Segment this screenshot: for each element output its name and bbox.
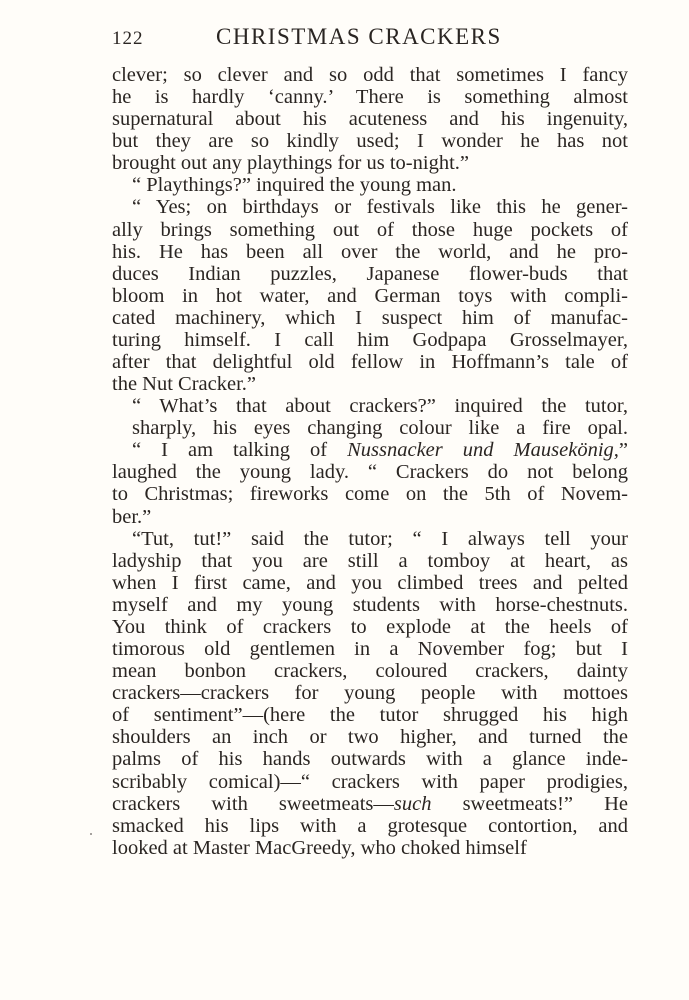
text-segment: looked at Master MacGreedy, who choked himself (112, 836, 527, 859)
body-text (112, 64, 628, 859)
text-line (112, 196, 628, 218)
text-segment: sharply, his eyes changing colour like a fire opal. (132, 417, 628, 440)
text-line (112, 506, 628, 528)
text-line (112, 638, 628, 660)
text-segment: You think of crackers to explode at the heels of (112, 615, 628, 638)
text-line (112, 373, 628, 395)
text-line (112, 815, 628, 837)
text-segment: “ Yes; on birthdays or festivals like this he gener- (132, 196, 628, 219)
text-line (112, 572, 628, 594)
text-line (112, 130, 628, 152)
text-segment: laughed the young lady. “ Crackers do not belong (112, 461, 628, 484)
page-number: 122 (112, 28, 144, 49)
text-line (112, 837, 628, 859)
text-segment: smacked his lips with a grotesque contortion, and (112, 814, 628, 837)
text-segment: “Tut, tut!” said the tutor; “ I always tell your (132, 527, 628, 550)
text-line (112, 219, 628, 241)
text-segment: mean bonbon crackers, coloured crackers, dainty (112, 660, 628, 683)
text-segment: but they are so kindly used; I wonder he has not (112, 130, 628, 153)
text-line (112, 241, 628, 263)
page-header (112, 24, 628, 54)
text-segment: he is hardly ‘canny.’ There is something almost (112, 86, 628, 109)
text-segment: crackers—crackers for young people with mottoes (112, 682, 628, 705)
paper-speck (90, 833, 92, 835)
text-line (112, 771, 628, 793)
text-segment: when I first came, and you climbed trees and pelted (112, 571, 628, 594)
text-line (112, 793, 628, 815)
text-segment: “ I am talking of (132, 439, 348, 462)
text-line (112, 660, 628, 682)
text-line (112, 285, 628, 307)
text-segment: to Christmas; fireworks come on the 5th of Novem- (112, 483, 628, 506)
text-line (112, 152, 628, 174)
text-segment: turing himself. I call him Godpapa Grosselmayer, (112, 328, 628, 351)
text-segment: palms of his hands outwards with a glance inde- (112, 748, 628, 771)
text-segment: ladyship that you are still a tomboy at heart, as (112, 549, 628, 572)
text-line (112, 594, 628, 616)
text-line (112, 704, 628, 726)
text-segment: myself and my young students with horse-chestnuts. (112, 593, 628, 616)
text-line (112, 439, 628, 461)
text-line (112, 550, 628, 572)
text-segment: after that delightful old fellow in Hoffmann’s tale of (112, 351, 628, 374)
text-line (112, 86, 628, 108)
text-line (112, 64, 628, 86)
text-segment: crackers with sweetmeats— (112, 792, 394, 815)
text-segment: the Nut Cracker.” (112, 373, 257, 396)
text-segment: ally brings something out of those huge pockets of (112, 218, 628, 241)
text-segment: brought out any playthings for us to-night.” (112, 152, 469, 175)
text-line (112, 174, 628, 196)
text-segment: shoulders an inch or two higher, and turned the (112, 726, 628, 749)
text-line (112, 329, 628, 351)
text-segment: ber.” (112, 505, 152, 528)
text-segment: duces Indian puzzles, Japanese flower-buds that (112, 262, 628, 285)
text-line (112, 483, 628, 505)
text-line (112, 748, 628, 770)
text-line (112, 417, 628, 439)
text-segment: sweetmeats!” He (431, 792, 628, 815)
text-segment: bloom in hot water, and German toys with compli- (112, 284, 628, 307)
running-head: CHRISTMAS CRACKERS (216, 24, 502, 49)
italic-text: Nussnacker und Mausekönig, (347, 439, 619, 462)
text-segment: supernatural about his acuteness and his ingenuity, (112, 108, 628, 131)
text-line (112, 461, 628, 483)
text-line (112, 726, 628, 748)
text-segment: “ What’s that about crackers?” inquired the tutor, (132, 395, 628, 418)
text-line (112, 616, 628, 638)
text-segment: cated machinery, which I suspect him of manufac- (112, 306, 628, 329)
text-line (112, 528, 628, 550)
text-segment: of sentiment”—(here the tutor shrugged his high (112, 704, 628, 727)
italic-text: such (393, 792, 432, 815)
text-line (112, 395, 628, 417)
text-line (112, 108, 628, 130)
text-segment: his. He has been all over the world, and he pro- (112, 240, 628, 263)
text-line (112, 682, 628, 704)
text-segment: ” (618, 439, 628, 462)
text-segment: scribably comical)—“ crackers with paper prodigies, (112, 770, 628, 793)
text-line (112, 263, 628, 285)
text-line (112, 307, 628, 329)
text-segment: clever; so clever and so odd that sometimes I fancy (112, 64, 628, 86)
text-segment: timorous old gentlemen in a November fog; but I (112, 638, 628, 661)
text-line (112, 351, 628, 373)
text-segment: “ Playthings?” inquired the young man. (132, 174, 457, 197)
